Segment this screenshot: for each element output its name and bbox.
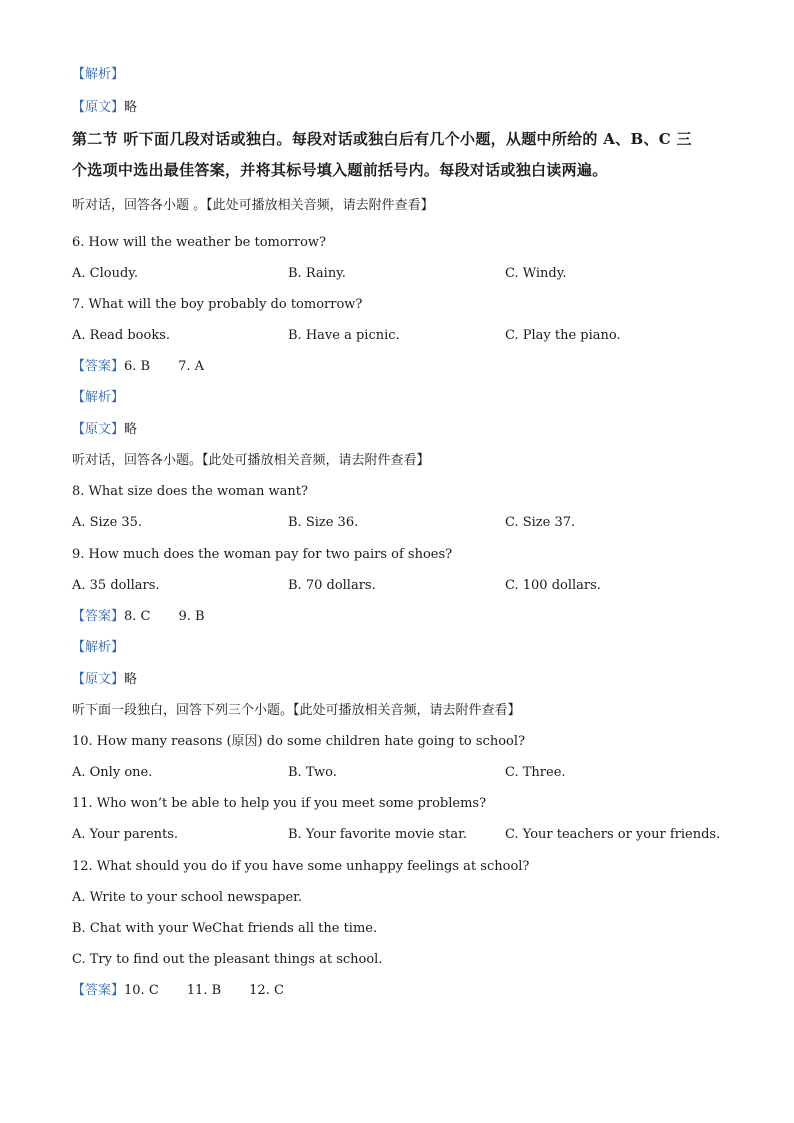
dialogue-instruction: 听对话，回答各小题。【此处可播放相关音频，请去附件查看】 — [72, 453, 430, 468]
analysis-tag: 【解析】 — [72, 640, 125, 655]
question-11: 11. Who won’t be able to help you if you meet some problems? — [72, 796, 487, 811]
q8-option-a: A. Size 35. — [72, 515, 143, 530]
q7-option-b: B. Have a picnic. — [288, 328, 400, 343]
q9-option-c: C. 100 dollars. — [505, 578, 601, 593]
transcript-line: 【原文】略 — [72, 100, 138, 115]
transcript-line: 【原文】略 — [72, 672, 138, 687]
dialogue-instruction: 听对话，回答各小题 。【此处可播放相关音频，请去附件查看】 — [72, 198, 434, 213]
monologue-instruction: 听下面一段独白，回答下列三个小题。【此处可播放相关音频，请去附件查看】 — [72, 703, 521, 718]
transcript-line: 【原文】略 — [72, 422, 138, 437]
q11-option-c: C. Your teachers or your friends. — [505, 827, 721, 842]
question-6: 6. How will the weather be tomorrow? — [72, 235, 327, 250]
answer-line: 【答案】6. B 7. A — [72, 359, 205, 374]
q10-option-b: B. Two. — [288, 765, 337, 780]
q12-option-c: C. Try to find out the pleasant things at school. — [72, 952, 383, 967]
answer-line: 【答案】10. C 11. B 12. C — [72, 983, 284, 998]
q11-option-b: B. Your favorite movie star. — [288, 827, 468, 842]
question-12: 12. What should you do if you have some unhappy feelings at school? — [72, 859, 530, 874]
q7-option-a: A. Read books. — [72, 328, 170, 343]
q6-option-c: C. Windy. — [505, 266, 567, 281]
q6-option-b: B. Rainy. — [288, 266, 346, 281]
analysis-tag: 【解析】 — [72, 390, 125, 405]
q8-option-c: C. Size 37. — [505, 515, 576, 530]
answer-line: 【答案】8. C 9. B — [72, 609, 205, 624]
q12-option-a: A. Write to your school newspaper. — [72, 890, 303, 905]
q9-option-b: B. 70 dollars. — [288, 578, 376, 593]
q10-option-c: C. Three. — [505, 765, 566, 780]
section-heading-line2: 个选项中选出最佳答案，并将其标号填入题前括号内。每段对话或独白读两遍。 — [72, 161, 608, 179]
question-9: 9. How much does the woman pay for two pairs of shoes? — [72, 547, 453, 562]
q12-option-b: B. Chat with your WeChat friends all the time. — [72, 921, 378, 936]
q10-option-a: A. Only one. — [72, 765, 153, 780]
section-heading-line1: 第二节 听下面几段对话或独白。每段对话或独白后有几个小题，从题中所给的 A、B、C 三 — [72, 130, 692, 148]
q6-option-a: A. Cloudy. — [72, 266, 139, 281]
question-10: 10. How many reasons (原因) do some children hate going to school? — [72, 734, 525, 749]
q8-option-b: B. Size 36. — [288, 515, 359, 530]
question-7: 7. What will the boy probably do tomorrow? — [72, 297, 363, 312]
q9-option-a: A. 35 dollars. — [72, 578, 160, 593]
question-8: 8. What size does the woman want? — [72, 484, 308, 499]
q7-option-c: C. Play the piano. — [505, 328, 621, 343]
q11-option-a: A. Your parents. — [72, 827, 179, 842]
analysis-tag: 【解析】 — [72, 67, 125, 82]
